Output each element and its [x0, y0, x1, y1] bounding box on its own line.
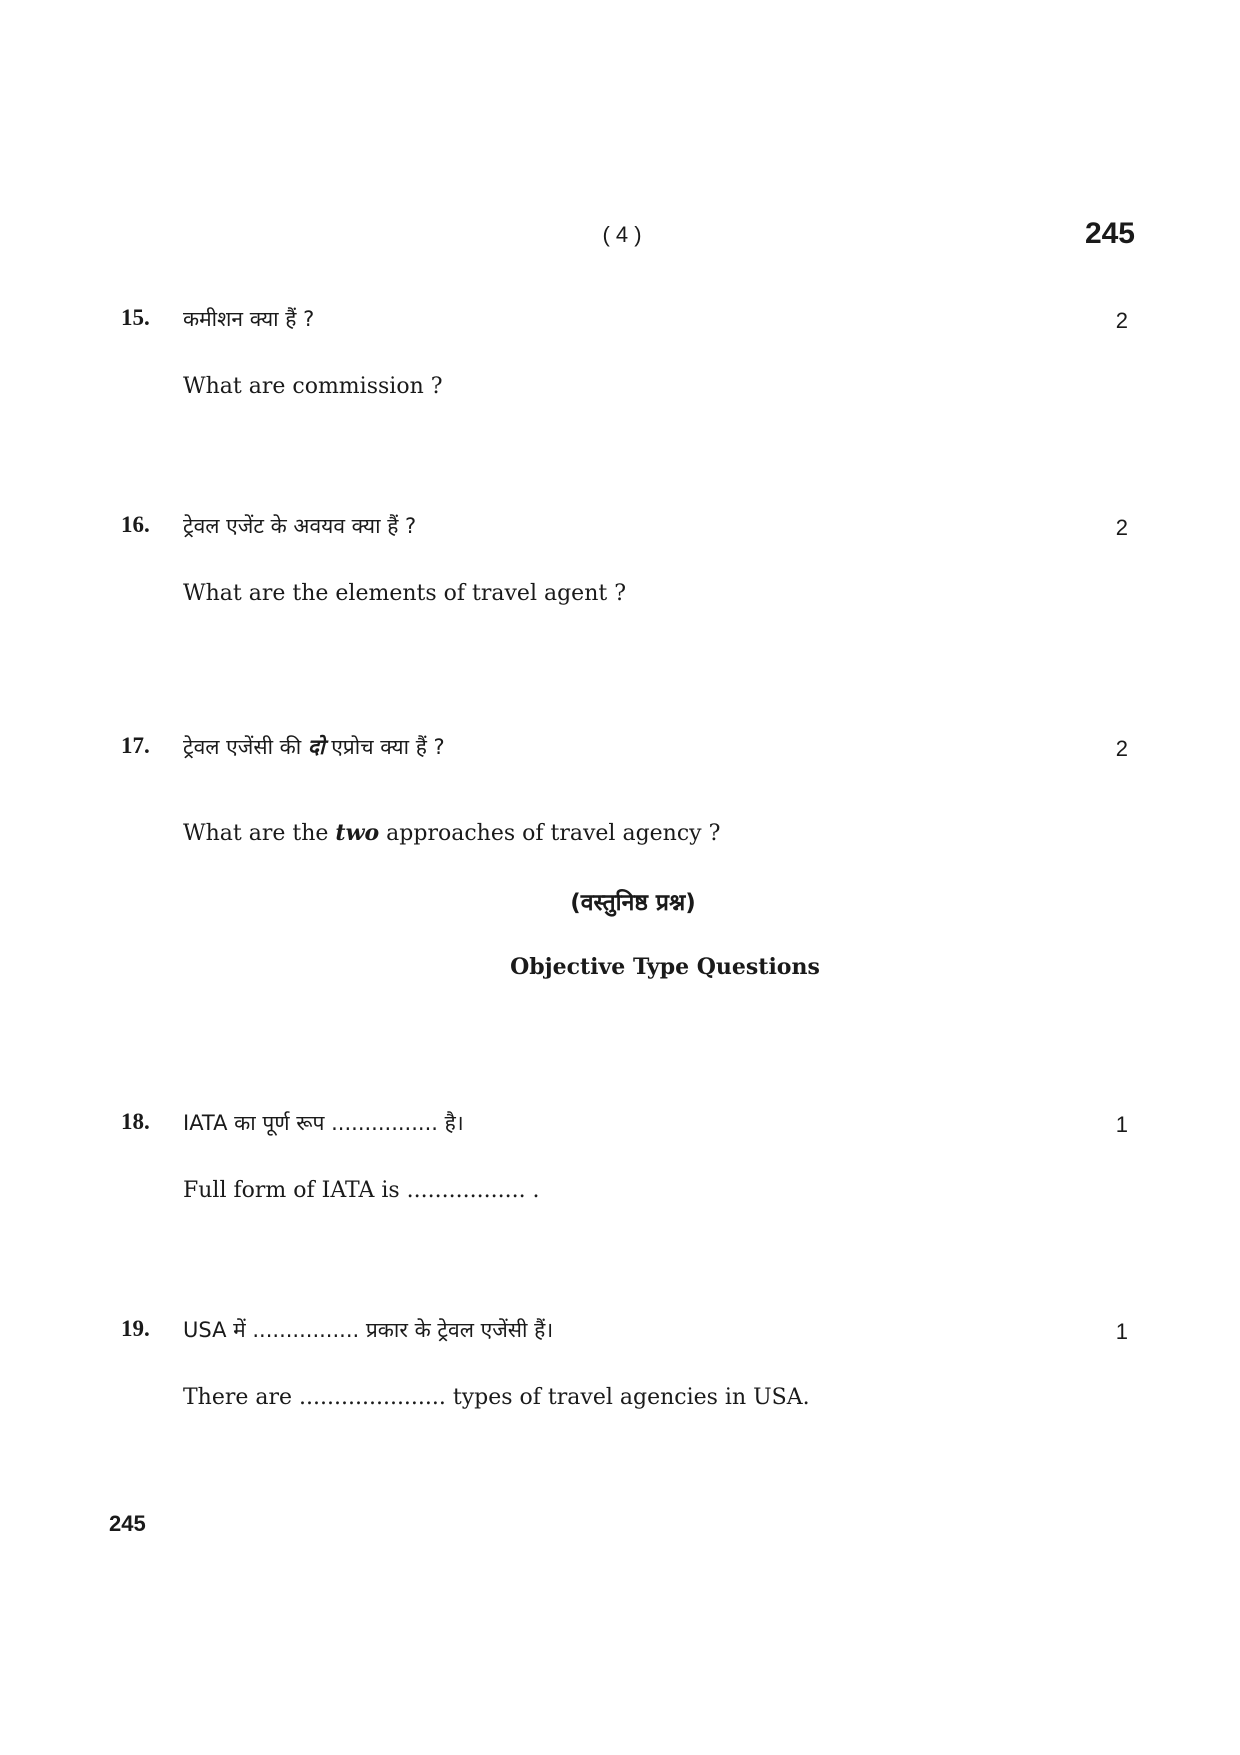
question-number: 18.	[121, 1109, 150, 1134]
question-english-part: approaches of travel agency ?	[379, 821, 721, 846]
question-marks: 2	[1115, 308, 1128, 333]
question-hindi-part: एप्रोच क्या हैं ?	[324, 735, 445, 759]
paper-code-header: 245	[1084, 217, 1135, 250]
question-hindi-part: ट्रेवल एजेंसी की	[183, 735, 308, 759]
question-number: 15.	[121, 305, 150, 330]
question-english: What are commission ?	[183, 374, 443, 399]
question-english	[183, 820, 720, 846]
question-english-emphasis: two	[335, 820, 380, 846]
question-hindi: कमीशन क्या हैं ?	[183, 307, 315, 331]
section-title-hindi: (वस्तुनिष्ठ प्रश्न)	[570, 890, 696, 916]
paper-code-footer: 245	[109, 1511, 146, 1536]
section-title-english: Objective Type Questions	[510, 954, 820, 980]
question-english: There are ..................... types of travel agencies in USA.	[183, 1385, 810, 1410]
question-number: 19.	[121, 1316, 150, 1341]
question-english-part: What are the	[183, 821, 336, 846]
question-hindi	[183, 733, 445, 761]
question-number: 17.	[121, 733, 150, 758]
question-marks: 2	[1115, 736, 1128, 761]
question-hindi: ट्रेवल एजेंट के अवयव क्या हैं ?	[183, 514, 417, 538]
question-english: What are the elements of travel agent ?	[183, 581, 626, 606]
question-marks: 1	[1115, 1112, 1128, 1137]
question-marks: 2	[1115, 515, 1128, 540]
question-hindi: IATA का पूर्ण रूप ................ है।	[183, 1111, 464, 1135]
question-number: 16.	[121, 512, 150, 537]
question-hindi-emphasis: दो	[307, 735, 325, 759]
question-hindi: USA में ................ प्रकार के ट्रेवल एजेंसी हैं।	[183, 1318, 554, 1342]
question-english: Full form of IATA is ................. .	[183, 1178, 540, 1203]
question-marks: 1	[1115, 1319, 1128, 1344]
page-number: ( 4 )	[602, 222, 642, 247]
